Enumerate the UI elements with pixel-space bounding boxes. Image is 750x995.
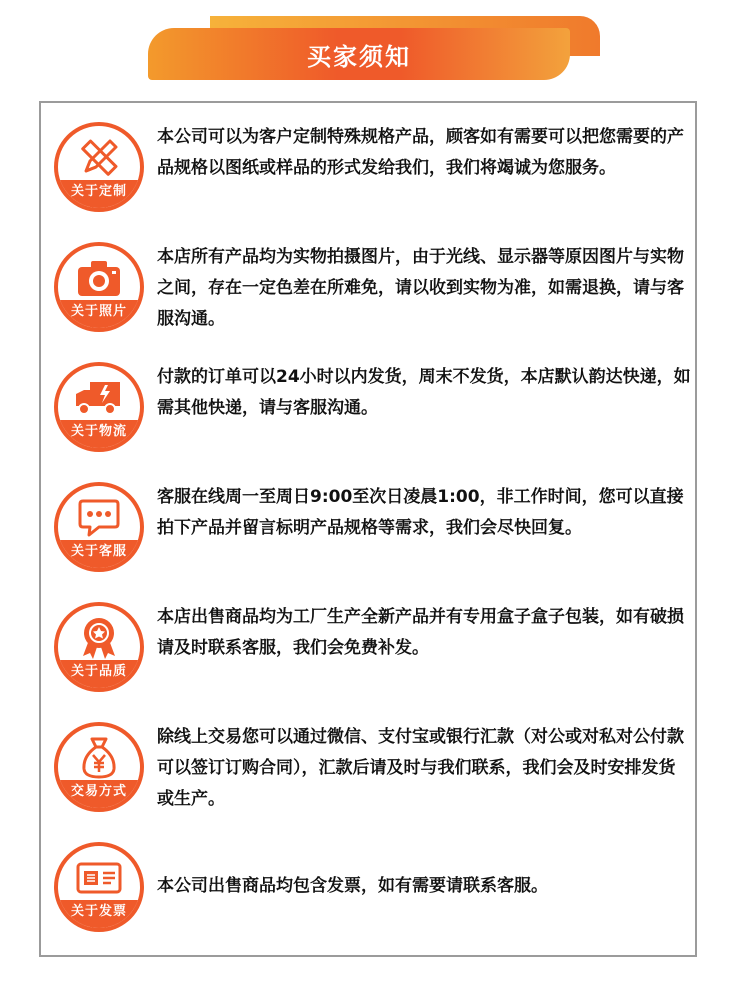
badge-payment [54, 722, 144, 812]
quality-medal-icon [58, 616, 140, 660]
badge-label: 交易方式 [58, 780, 140, 808]
badge-custom [54, 122, 144, 212]
badge-label: 关于物流 [58, 420, 140, 448]
pencil-ruler-icon [58, 136, 140, 180]
notice-text: 本公司可以为客户定制特殊规格产品，顾客如有需要可以把您需要的产品规格以图纸或样品的形式发给我们，我们将竭诚为您服务。 [157, 127, 684, 178]
badge-label: 关于定制 [58, 180, 140, 208]
notice-panel [39, 101, 697, 957]
badge-quality [54, 602, 144, 692]
badge-invoice [54, 842, 144, 932]
money-bag-icon [58, 736, 140, 780]
badge-label: 关于品质 [58, 660, 140, 688]
invoice-ticket-icon [58, 856, 140, 900]
notice-text: 付款的订单可以24小时以内发货，周末不发货，本店默认韵达快递，如需其他快递，请与客服沟通。 [157, 367, 691, 418]
badge-label: 关于客服 [58, 540, 140, 568]
chat-bubble-icon [58, 496, 140, 540]
badge-photos [54, 242, 144, 332]
badge-label: 关于发票 [58, 900, 140, 928]
delivery-truck-icon [58, 376, 140, 420]
notice-text: 客服在线周一至周日9:00至次日凌晨1:00，非工作时间，您可以直接拍下产品并留言标明产品规格等需求，我们会尽快回复。 [157, 487, 684, 538]
title-banner [148, 28, 570, 80]
notice-text: 本公司出售商品均包含发票，如有需要请联系客服。 [157, 876, 548, 896]
camera-icon [58, 256, 140, 300]
badge-label: 关于照片 [58, 300, 140, 328]
notice-text: 本店所有产品均为实物拍摄图片，由于光线、显示器等原因图片与实物之间，存在一定色差在所难免，请以收到实物为准，如需退换，请与客服沟通。 [157, 247, 684, 329]
badge-service [54, 482, 144, 572]
notice-text: 本店出售商品均为工厂生产全新产品并有专用盒子盒子包装，如有破损请及时联系客服，我们会免费补发。 [157, 607, 684, 658]
notice-text: 除线上交易您可以通过微信、支付宝或银行汇款（对公或对私对公付款可以签订订购合同），汇款后请及时与我们联系，我们会及时安排发货或生产。 [157, 727, 684, 809]
page-title: 买家须知 [307, 42, 411, 71]
badge-logistics [54, 362, 144, 452]
